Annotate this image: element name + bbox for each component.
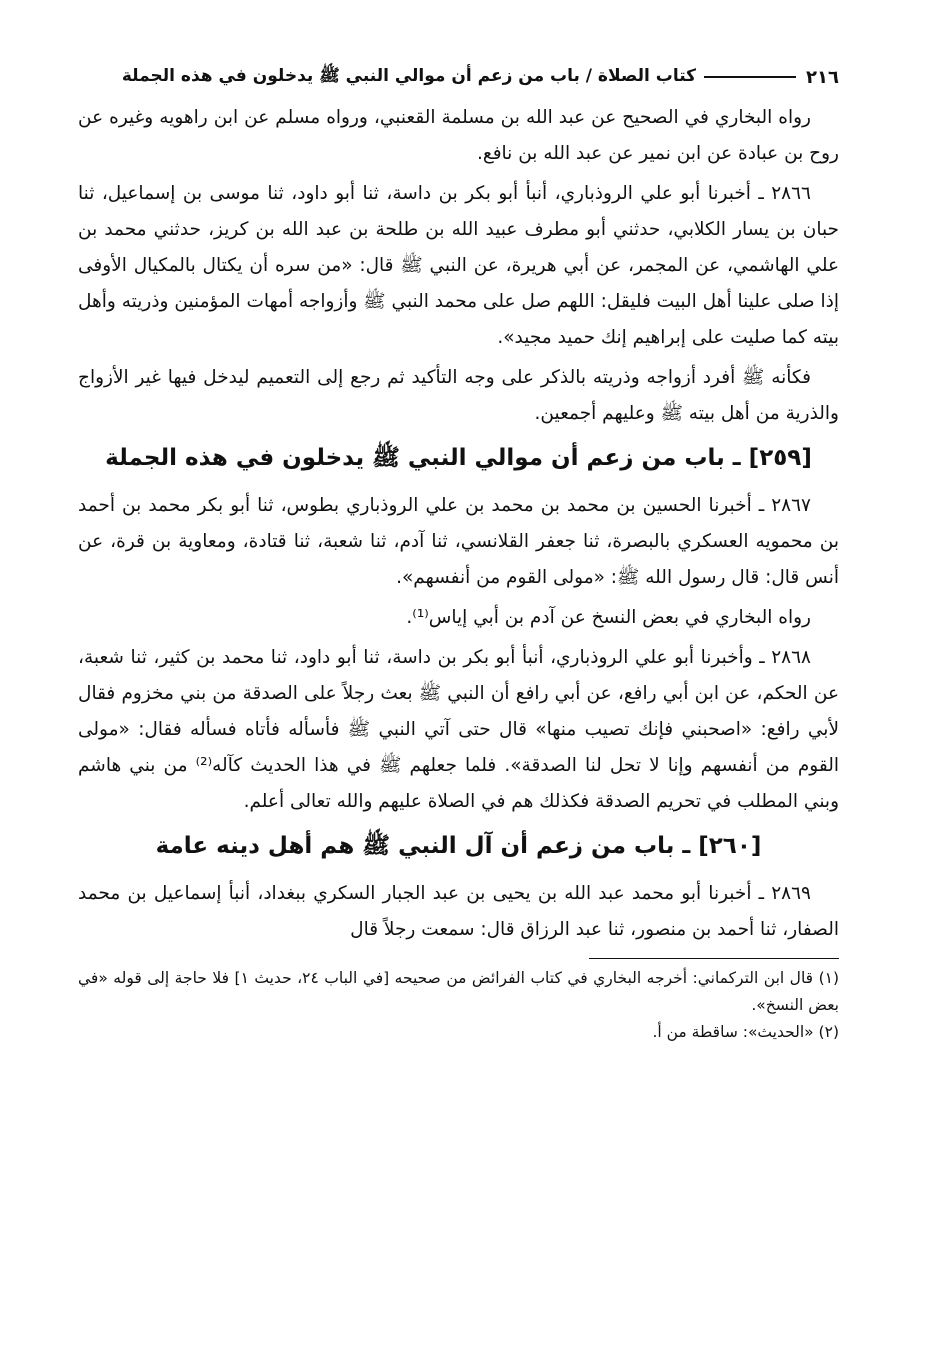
header-rule: [704, 76, 796, 78]
hadith-2869: ٢٨٦٩ ـ أخبرنا أبو محمد عبد الله بن يحيى بن عبد الجبار السكري ببغداد، أنبأ إسماعيل بن محمد الصفار، ثنا أحمد بن منصور، ثنا عبد الرزاق قال: سمعت رجلاً قال: [78, 883, 839, 940]
hadith-2868: ٢٨٦٨ ـ وأخبرنا أبو علي الروذباري، أنبأ أبو بكر بن داسة، ثنا أبو داود، ثنا محمد بن كثير، ثنا شعبة، عن الحكم، عن ابن أبي رافع، عن أبي رافع أن النبي ﷺ بعث رجلاً على الصدقة من بني مخزوم فقال لأبي رافع: «اصحبني فإنك تصيب منها» قال حتى آتي النبي ﷺ فأسأله فأتاه فسأله فقال: «مولى القوم من أنفسهم وإنا لا تحل لنا الصدقة». فلما جعلهم ﷺ في هذا الحديث كآله⁽²⁾ من بني هاشم وبني المطلب في تحريم الصدقة فكذلك هم في الصلاة عليهم والله تعالى أعلم.: [78, 647, 839, 812]
paragraph-commentary: فكأنه ﷺ أفرد أزواجه وذريته بالذكر على وجه التأكيد ثم رجع إلى التعميم ليدخل فيها غير الأزواج والذرية من أهل بيته ﷺ وعليهم أجمعين.: [78, 367, 839, 424]
running-title: كتاب الصلاة / باب من زعم أن موالي النبي ﷺ يدخلون في هذه الجملة: [121, 65, 697, 86]
footnote-1: (١) قال ابن التركماني: أخرجه البخاري في كتاب الفرائض من صحيحه [في الباب ٢٤، حديث ١] فلا حاجة إلى قوله «في بعض النسخ».: [78, 969, 840, 1014]
chapter-heading-260: [٢٦٠] ـ باب من زعم أن آل النبي ﷺ هم أهل دينه عامة: [155, 833, 762, 859]
footnote-2: (٢) «الحديث»: ساقطة من أ.: [652, 1023, 839, 1041]
running-header: [78, 64, 839, 90]
footnote-divider: [589, 958, 839, 959]
page-number: ٢١٦: [806, 66, 839, 88]
hadith-2866: ٢٨٦٦ ـ أخبرنا أبو علي الروذباري، أنبأ أبو بكر بن داسة، ثنا أبو داود، ثنا موسى بن إسماعيل، ثنا حبان بن يسار الكلابي، حدثني أبو مطرف عبيد الله بن طلحة بن عبد الله بن كريز، حدثني محمد بن علي الهاشمي، عن المجمر، عن أبي هريرة، عن النبي ﷺ قال: «من سره أن يكتال بالمكيال الأوفى إذا صلى علينا أهل البيت فليقل: اللهم صل على محمد النبي ﷺ وأزواجه أمهات المؤمنين وذريته وأهل بيته كما صليت على إبراهيم إنك حميد مجيد».: [78, 183, 839, 348]
paragraph: رواه البخاري في الصحيح عن عبد الله بن مسلمة القعنبي، ورواه مسلم عن ابن راهويه وغيره عن روح بن عبادة عن ابن نمير عن عبد الله بن نافع.: [78, 107, 839, 164]
hadith-2867: ٢٨٦٧ ـ أخبرنا الحسين بن محمد بن محمد بن علي الروذباري بطوس، ثنا أبو بكر محمد بن أحمد بن محمويه العسكري بالبصرة، ثنا جعفر القلانسي، ثنا آدم، ثنا شعبة، ثنا قتادة، ومعاوية بن قرة، عن أنس قال: قال رسول الله ﷺ: «مولى القوم من أنفسهم».: [78, 495, 839, 588]
paragraph-narration-note: رواه البخاري في بعض النسخ عن آدم بن أبي إياس⁽¹⁾.: [406, 607, 811, 628]
document-page: [78, 64, 839, 1046]
chapter-heading-259: [٢٥٩] ـ باب من زعم أن موالي النبي ﷺ يدخلون في هذه الجملة: [105, 445, 812, 471]
